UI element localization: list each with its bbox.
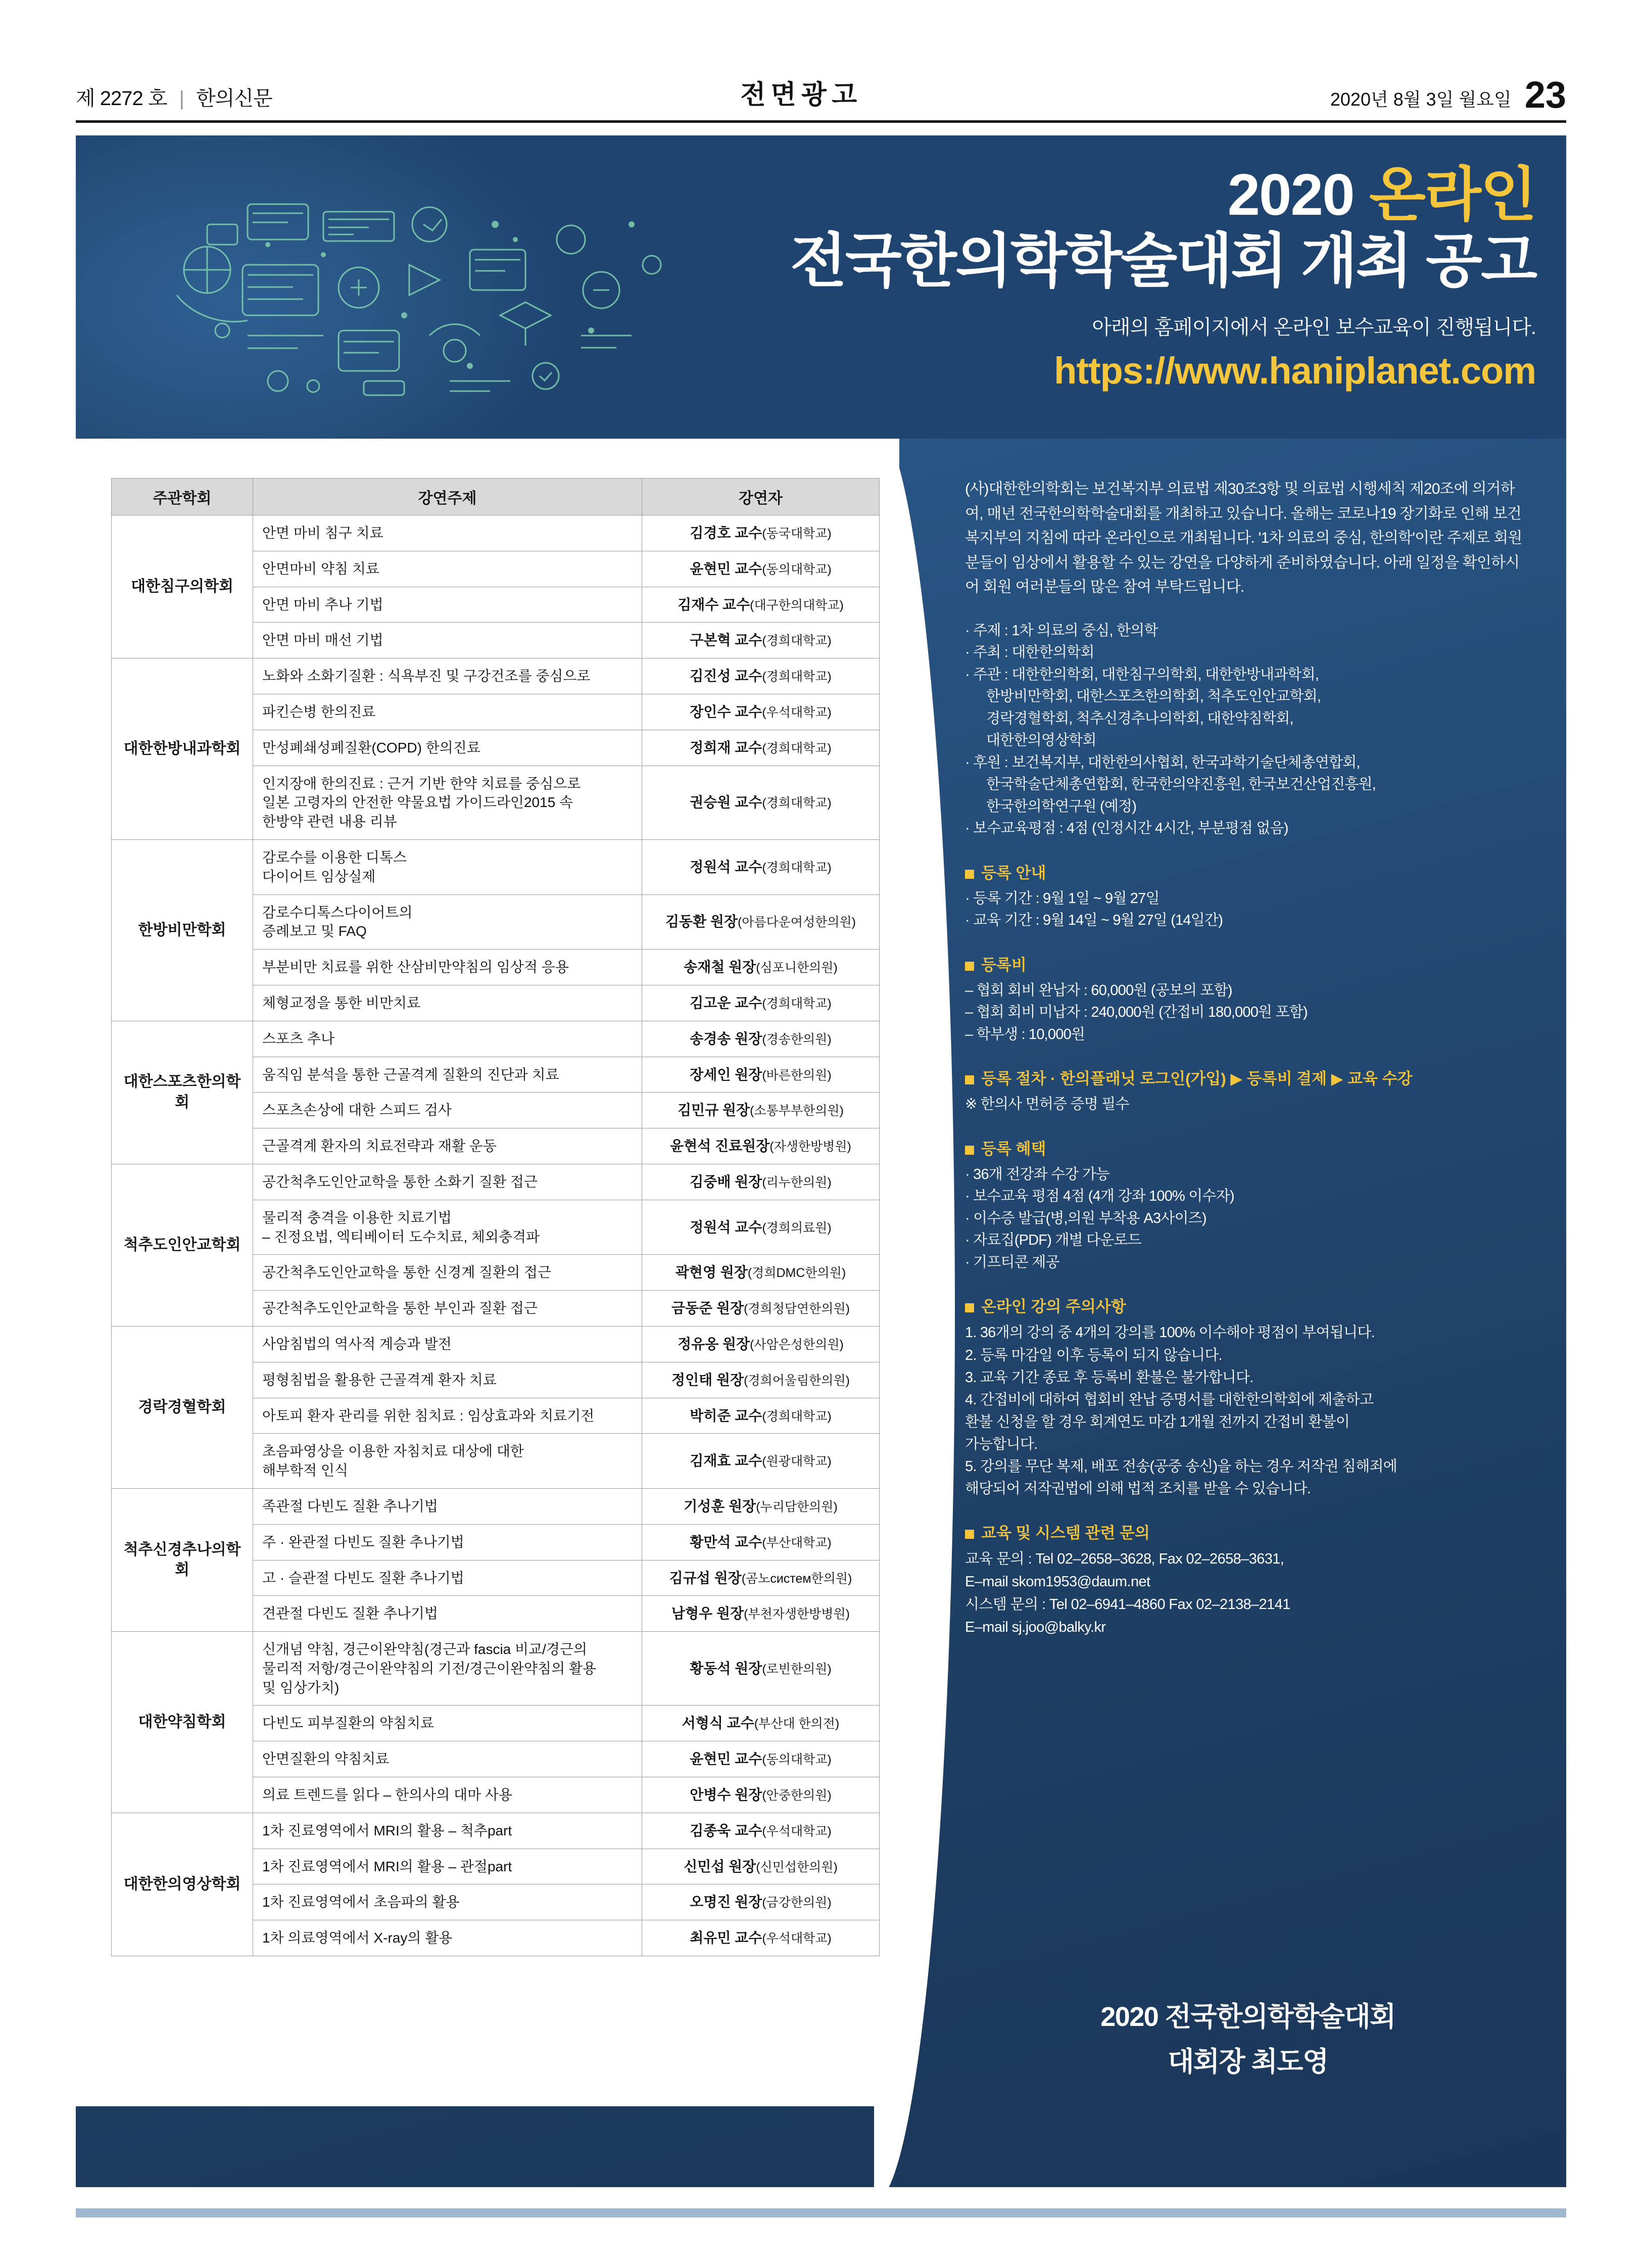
info-line: · 주최 : 대한한의학회	[965, 644, 1094, 661]
speaker-cell	[642, 623, 880, 658]
speaker-cell	[642, 839, 880, 894]
speaker-cell	[642, 515, 880, 551]
topic-cell: 안면 마비 추나 기법	[253, 587, 642, 623]
speaker-affiliation: (원광대학교)	[762, 1454, 832, 1469]
organizer-cell: 대한침구의학회	[112, 515, 253, 658]
section-title: 전면광고	[740, 80, 862, 110]
speaker-affiliation: (사암은성한의원)	[750, 1337, 844, 1352]
speaker-affiliation: (경희DMC한의원)	[747, 1266, 846, 1281]
info-line: – 협회 회비 완납자 : 60,000원 (공보의 포함)	[965, 982, 1232, 999]
info-line: 한국학술단체총연합회, 한국한의약진흥원, 한국보건산업진흥원,	[986, 776, 1376, 793]
speaker-cell	[642, 1777, 880, 1813]
speaker-name: 정인태 원장	[671, 1372, 744, 1388]
fee-list	[965, 980, 1531, 1046]
speaker-name: 최유민 교수	[690, 1930, 762, 1946]
speaker-name: 곽현영 원장	[675, 1264, 748, 1281]
speaker-name: 김종욱 교수	[690, 1822, 762, 1838]
speaker-cell	[642, 1741, 880, 1777]
speaker-cell	[642, 985, 880, 1021]
speaker-cell	[642, 1200, 880, 1255]
info-line: · 보수교육 평점 4점 (4개 강좌 100% 이수자)	[965, 1188, 1234, 1205]
page-number: 23	[1524, 74, 1566, 116]
speaker-cell	[642, 694, 880, 730]
info-line: · 등록 기간 : 9월 1일 ~ 9월 27일	[965, 890, 1160, 907]
newspaper-issue-block	[76, 82, 272, 111]
info-line: E–mail sj.joo@balky.kr	[965, 1619, 1106, 1635]
speaker-name: 김규섭 원장	[669, 1570, 742, 1586]
speaker-affiliation: (경희의료원)	[762, 1220, 832, 1235]
speaker-cell	[642, 1560, 880, 1596]
speaker-name: 윤현민 교수	[690, 1751, 762, 1767]
caution-title: 온라인 강의 주의사항	[965, 1294, 1531, 1316]
speaker-affiliation: (경송한의원)	[762, 1032, 832, 1047]
speaker-name: 서형식 교수	[682, 1715, 754, 1731]
info-line: – 협회 회비 미납자 : 240,000원 (간접비 180,000원 포함)	[965, 1004, 1308, 1021]
topic-cell: 안면마비 약침 치료	[253, 551, 642, 587]
table-row	[112, 1021, 880, 1057]
table-row	[112, 515, 880, 551]
topic-cell: 체형교정을 통한 비만치료	[253, 985, 642, 1021]
topic-cell: 아토피 환자 관리를 위한 침치료 : 임상효과와 치료기전	[253, 1398, 642, 1434]
organizer-cell: 대한한방내과학회	[112, 658, 253, 840]
benefit-list	[965, 1164, 1531, 1274]
topic-cell: 1차 진료영역에서 MRI의 활용 – 관절part	[253, 1849, 642, 1884]
poster-title-block	[647, 162, 1536, 392]
speaker-affiliation: (부산대학교)	[762, 1535, 832, 1550]
signature-event-name: 2020 전국한의학학술대회	[1100, 2002, 1395, 2032]
table-row	[112, 1164, 880, 1200]
speaker-cell	[642, 587, 880, 623]
speaker-affiliation: (경희대학교)	[762, 860, 832, 875]
speaker-affiliation: (우석대학교)	[762, 1931, 832, 1946]
speaker-cell	[642, 1524, 880, 1560]
speaker-affiliation: (리누한의원)	[762, 1175, 832, 1190]
column-header-topic: 강연주제	[253, 479, 642, 515]
bullet-square-icon	[965, 962, 974, 971]
table-row	[112, 1632, 880, 1706]
procedure-title: 등록 절차 · 한의플래닛 로그인(가입) ▶ 등록비 결제 ▶ 교육 수강	[965, 1066, 1531, 1089]
speaker-name: 윤현민 교수	[690, 560, 762, 577]
speaker-name: 금동준 원장	[671, 1300, 744, 1316]
contact-title: 교육 및 시스템 관련 문의	[965, 1520, 1531, 1543]
organizer-cell: 한방비만학회	[112, 839, 253, 1021]
speaker-name: 정원석 교수	[690, 859, 762, 875]
speaker-name: 정원석 교수	[690, 1219, 762, 1235]
info-line: 경락경혈학회, 척추신경추나의학회, 대한약침학회,	[986, 710, 1293, 727]
speaker-affiliation: (심포니한의원)	[756, 961, 838, 975]
advertisement-poster	[76, 135, 1566, 2187]
info-line: – 학부생 : 10,000원	[965, 1026, 1085, 1043]
topic-cell: 인지장애 한의진료 : 근거 기반 한약 치료를 중심으로 일본 고령자의 안전한 약물요법 가이드라인2015 속 한방약 관련 내용 리뷰	[253, 766, 642, 839]
newspaper-header	[76, 66, 1566, 116]
speaker-cell	[642, 894, 880, 950]
topic-cell: 스포츠 추나	[253, 1021, 642, 1057]
speaker-cell	[642, 1128, 880, 1164]
speaker-name: 윤현석 진료원장	[670, 1138, 770, 1154]
speaker-name: 김재수 교수	[678, 596, 750, 612]
speaker-affiliation: (경희대학교)	[762, 796, 832, 811]
speaker-affiliation: (소통부부한의원)	[750, 1104, 844, 1118]
speaker-name: 김동환 원장	[665, 914, 738, 930]
poster-title-line2: 전국한의학학술대회 개최 공고	[790, 228, 1536, 294]
topic-cell: 안면 마비 매선 기법	[253, 623, 642, 658]
header-divider	[76, 120, 1566, 123]
topic-cell: 신개념 약침, 경근이완약침(경근과 fascia 비교/경근의 물리적 저항/경근이완약침의 기전/경근이완약침의 활용 및 임상가치)	[253, 1632, 642, 1706]
speaker-name: 김중배 원장	[690, 1173, 762, 1190]
info-line: 한국한의학연구원 (예정)	[986, 798, 1137, 815]
speaker-name: 구본혁 교수	[690, 632, 762, 648]
speaker-affiliation: (신민섭한의원)	[756, 1860, 838, 1874]
topic-cell: 다빈도 피부질환의 약침치료	[253, 1706, 642, 1741]
topic-cell: 공간척추도인안교학을 통한 부인과 질환 접근	[253, 1291, 642, 1327]
speaker-affiliation: (동의대학교)	[762, 562, 832, 577]
topic-cell: 고 · 슬관절 다빈도 질환 추나기법	[253, 1560, 642, 1596]
topic-cell: 견관절 다빈도 질환 추나기법	[253, 1596, 642, 1632]
topic-cell: 1차 진료영역에서 MRI의 활용 – 척추part	[253, 1813, 642, 1849]
speaker-name: 신민섭 원장	[684, 1858, 756, 1874]
speaker-cell	[642, 1021, 880, 1057]
speaker-cell	[642, 766, 880, 839]
table-header-row	[112, 479, 880, 515]
procedure-note: ※ 한의사 면허증 증명 필수	[965, 1096, 1129, 1113]
speaker-cell	[642, 1434, 880, 1489]
info-line: 1. 36개의 강의 중 4개의 강의를 100% 이수해야 평점이 부여됩니다.	[965, 1325, 1375, 1341]
speaker-cell	[642, 1813, 880, 1849]
speaker-cell	[642, 551, 880, 587]
fee-title: 등록비	[965, 952, 1531, 975]
topic-cell: 스포츠손상에 대한 스피드 검사	[253, 1093, 642, 1128]
speaker-name: 황동석 원장	[690, 1660, 762, 1676]
topic-cell: 평형침법을 활용한 근골격계 환자 치료	[253, 1362, 642, 1398]
speaker-cell	[642, 1488, 880, 1524]
table-body	[112, 515, 880, 1956]
speaker-affiliation: (경희대학교)	[762, 1409, 832, 1424]
speaker-name: 황만석 교수	[690, 1534, 762, 1550]
speaker-cell	[642, 1849, 880, 1884]
speaker-cell	[642, 1920, 880, 1956]
benefit-title: 등록 혜택	[965, 1136, 1531, 1159]
header-separator: |	[179, 87, 184, 110]
topic-cell: 1차 진료영역에서 초음파의 활용	[253, 1884, 642, 1920]
organizer-cell: 대한한의영상학회	[112, 1813, 253, 1956]
speaker-cell	[642, 1291, 880, 1327]
speaker-name: 박히준 교수	[690, 1407, 762, 1424]
speaker-affiliation: (곰노систем한의원)	[741, 1571, 852, 1586]
speaker-affiliation: (자생한방병원)	[769, 1140, 851, 1154]
topic-cell: 족관절 다빈도 질환 추나기법	[253, 1488, 642, 1524]
topic-cell: 1차 의료영역에서 X-ray의 활용	[253, 1920, 642, 1956]
info-line: · 이수증 발급(병,의원 부착용 A3사이즈)	[965, 1210, 1206, 1226]
speaker-name: 안병수 원장	[690, 1787, 762, 1803]
speaker-affiliation: (부산대 한의전)	[754, 1717, 840, 1731]
speaker-affiliation: (경희대학교)	[762, 634, 832, 648]
topic-cell: 감로수디톡스다이어트의 증례보고 및 FAQ	[253, 894, 642, 950]
speaker-name: 송재철 원장	[684, 959, 756, 975]
speaker-affiliation: (누리담한의원)	[756, 1499, 838, 1514]
speaker-name: 오명진 원장	[690, 1894, 762, 1910]
speaker-affiliation: (우석대학교)	[762, 1824, 832, 1838]
bullet-square-icon	[965, 1303, 974, 1312]
info-line: E–mail skom1953@daum.net	[965, 1574, 1150, 1590]
speaker-cell	[642, 1093, 880, 1128]
speaker-name: 송경송 원장	[690, 1030, 762, 1047]
speaker-name: 남형우 원장	[671, 1605, 744, 1622]
speaker-cell	[642, 1057, 880, 1093]
speaker-cell	[642, 1706, 880, 1741]
table-row	[112, 658, 880, 694]
speaker-cell	[642, 730, 880, 766]
speaker-name: 김재효 교수	[690, 1453, 762, 1469]
speaker-cell	[642, 950, 880, 985]
speaker-affiliation: (로빈한의원)	[762, 1662, 832, 1676]
lecture-schedule-table	[111, 478, 880, 1956]
contact-list	[965, 1548, 1531, 1639]
technology-doodle-illustration	[147, 164, 692, 401]
info-line: 대한한의영상학회	[986, 732, 1096, 749]
info-line: · 자료집(PDF) 개별 다운로드	[965, 1232, 1141, 1249]
newspaper-name: 한의신문	[196, 87, 272, 110]
topic-cell: 물리적 충격을 이용한 치료기법 – 진정요법, 엑티베이터 도수치료, 체외충격파	[253, 1200, 642, 1255]
topic-cell: 움직임 분석을 통한 근골격계 질환의 진단과 치료	[253, 1057, 642, 1093]
info-line: 한방비만학회, 대한스포츠한의학회, 척추도인안교학회,	[986, 688, 1321, 705]
speaker-cell	[642, 1596, 880, 1632]
speaker-name: 정유옹 원장	[678, 1336, 750, 1352]
speaker-affiliation: (경희대학교)	[762, 996, 832, 1011]
registration-guide-list	[965, 888, 1531, 932]
speaker-name: 김경호 교수	[690, 525, 762, 541]
signature-block	[965, 1995, 1531, 2079]
info-line: · 기프티콘 제공	[965, 1254, 1059, 1270]
topic-cell: 안면 마비 침구 치료	[253, 515, 642, 551]
info-line: · 주관 : 대한한의학회, 대한침구의학회, 대한한방내과학회,	[965, 666, 1319, 683]
column-header-organizer: 주관학회	[112, 479, 253, 515]
bullet-square-icon	[965, 1075, 974, 1084]
speaker-name: 김진성 교수	[690, 668, 762, 684]
speaker-affiliation: (안중한의원)	[762, 1788, 832, 1803]
info-column	[965, 477, 1531, 1639]
speaker-affiliation: (우석대학교)	[762, 705, 832, 720]
poster-title-online: 온라인	[1369, 162, 1536, 227]
speaker-cell	[642, 1884, 880, 1920]
topic-cell: 감로수를 이용한 디톡스 다이어트 임상실제	[253, 839, 642, 894]
publish-date: 2020년 8월 3일 월요일	[1330, 89, 1512, 110]
organizer-cell: 경락경혈학회	[112, 1326, 253, 1488]
speaker-affiliation: (대구한의대학교)	[750, 598, 844, 612]
topic-cell: 의료 트렌드를 읽다 – 한의사의 대마 사용	[253, 1777, 642, 1813]
info-line: 교육 문의 : Tel 02–2658–3628, Fax 02–2658–3631,	[965, 1551, 1284, 1568]
table-row	[112, 1488, 880, 1524]
info-line: · 주제 : 1차 의료의 중심, 한의학	[965, 622, 1158, 639]
topic-cell: 초음파영상을 이용한 자침치료 대상에 대한 해부학적 인식	[253, 1434, 642, 1489]
speaker-affiliation: (동국대학교)	[762, 527, 832, 541]
topic-cell: 사암침법의 역사적 계승과 발전	[253, 1326, 642, 1362]
header-right	[1330, 74, 1566, 116]
poster-title-year: 2020	[1227, 162, 1354, 227]
table-row	[112, 1326, 880, 1362]
bullet-square-icon	[965, 870, 974, 879]
topic-cell: 공간척추도인안교학을 통한 신경계 질환의 접근	[253, 1255, 642, 1291]
info-line: · 교육 기간 : 9월 14일 ~ 9월 27일 (14일간)	[965, 912, 1223, 929]
info-line: 3. 교육 기간 종료 후 등록비 환불은 불가합니다.	[965, 1369, 1253, 1386]
speaker-cell	[642, 658, 880, 694]
topic-cell: 안면질환의 약침치료	[253, 1741, 642, 1777]
speaker-affiliation: (경희어울림한의원)	[744, 1373, 850, 1388]
bullet-square-icon	[965, 1146, 974, 1155]
topic-cell: 근골격계 환자의 치료전략과 재활 운동	[253, 1128, 642, 1164]
signature-chair: 대회장 최도영	[1168, 2047, 1328, 2077]
topic-cell: 공간척추도인안교학을 통한 소화기 질환 접근	[253, 1164, 642, 1200]
speaker-affiliation: (아름다운여성한의원)	[738, 915, 856, 930]
speaker-cell	[642, 1326, 880, 1362]
info-line: 2. 등록 마감일 이후 등록이 되지 않습니다.	[965, 1347, 1222, 1363]
info-line: 시스템 문의 : Tel 02–6941–4860 Fax 02–2138–2141	[965, 1596, 1290, 1613]
info-line: · 36개 전강좌 수강 가능	[965, 1166, 1110, 1183]
table-row	[112, 839, 880, 894]
column-header-speaker: 강연자	[642, 479, 880, 515]
caution-list	[965, 1321, 1531, 1500]
organizer-cell: 척추신경추나의학회	[112, 1488, 253, 1631]
speaker-name: 권승원 교수	[690, 794, 762, 811]
topic-cell: 부분비만 치료를 위한 산삼비만약침의 임상적 응용	[253, 950, 642, 985]
poster-subtitle: 아래의 홈페이지에서 온라인 보수교육이 진행됩니다.	[1092, 316, 1536, 339]
organizer-cell: 척추도인안교학회	[112, 1164, 253, 1326]
topic-cell: 파킨슨병 한의진료	[253, 694, 642, 730]
speaker-cell	[642, 1362, 880, 1398]
speaker-name: 김고운 교수	[690, 995, 762, 1011]
table-row	[112, 1813, 880, 1849]
speaker-cell	[642, 1164, 880, 1200]
bullet-square-icon	[965, 1530, 974, 1539]
overview-list	[965, 620, 1531, 840]
info-line: 5. 강의를 무단 복제, 배포 전송(공중 송신)을 하는 경우 저작권 침해죄에 해당되어 저작권법에 의해 법적 조치를 받을 수 있습니다.	[965, 1458, 1397, 1497]
speaker-affiliation: (금강한의원)	[762, 1896, 832, 1910]
speaker-cell	[642, 1255, 880, 1291]
organizer-cell: 대한약침학회	[112, 1632, 253, 1813]
speaker-cell	[642, 1632, 880, 1706]
speaker-affiliation: (경희대학교)	[762, 670, 832, 684]
organizer-cell: 대한스포츠한의학회	[112, 1021, 253, 1164]
speaker-name: 장인수 교수	[690, 703, 762, 720]
speaker-affiliation: (부천자생한방병원)	[744, 1607, 850, 1622]
speaker-name: 정희재 교수	[690, 739, 762, 755]
topic-cell: 노화와 소화기질환 : 식욕부진 및 구강건조를 중심으로	[253, 658, 642, 694]
info-line: · 보수교육평점 : 4점 (인정시간 4시간, 부분평점 없음)	[965, 820, 1288, 837]
topic-cell: 만성폐쇄성폐질환(COPD) 한의진료	[253, 730, 642, 766]
speaker-affiliation: (경희대학교)	[762, 741, 832, 755]
info-line: 4. 간접비에 대하여 협회비 완납 증명서를 대한한의학회에 제출하고 환불 신청을 할 경우 회계연도 마감 1개월 전까지 간접비 환불이 가능합니다.	[965, 1391, 1374, 1452]
speaker-name: 장세인 원장	[690, 1066, 762, 1082]
issue-number: 제 2272 호	[76, 87, 167, 110]
info-line: · 후원 : 보건복지부, 대한한의사협회, 한국과학기술단체총연합회,	[965, 754, 1360, 771]
speaker-affiliation: (경희청담연한의원)	[744, 1302, 850, 1316]
intro-paragraph: (사)대한한의학회는 보건복지부 의료법 제30조3항 및 의료법 시행세칙 제20조에 의거하여, 매년 전국한의학학술대회를 개최하고 있습니다. 올해는 코로나19 장기화로 인해 보건복지부의 지침에 따라 온라인으로 개최됩니다. '1차 의료의 중심, 한의학'이란 주제로 회원분들이 임상에서 활용할 수 있는 강연을 다양하게 준비하였습니다. 아래 일정을 확인하시어 회원 여러분들의 많은 참여 부탁드립니다.	[965, 481, 1522, 596]
speaker-affiliation: (바른한의원)	[762, 1068, 832, 1082]
page-footer-bar	[76, 2208, 1566, 2217]
topic-cell: 주 · 완관절 다빈도 질환 추나기법	[253, 1524, 642, 1560]
poster-website-url[interactable]: https://www.haniplanet.com	[1054, 350, 1536, 392]
poster-title-line1	[647, 162, 1536, 227]
speaker-name: 김민규 원장	[678, 1102, 750, 1118]
speaker-name: 기성훈 원장	[684, 1498, 756, 1514]
speaker-affiliation: (동의대학교)	[762, 1753, 832, 1767]
speaker-cell	[642, 1398, 880, 1434]
registration-guide-title: 등록 안내	[965, 860, 1531, 883]
